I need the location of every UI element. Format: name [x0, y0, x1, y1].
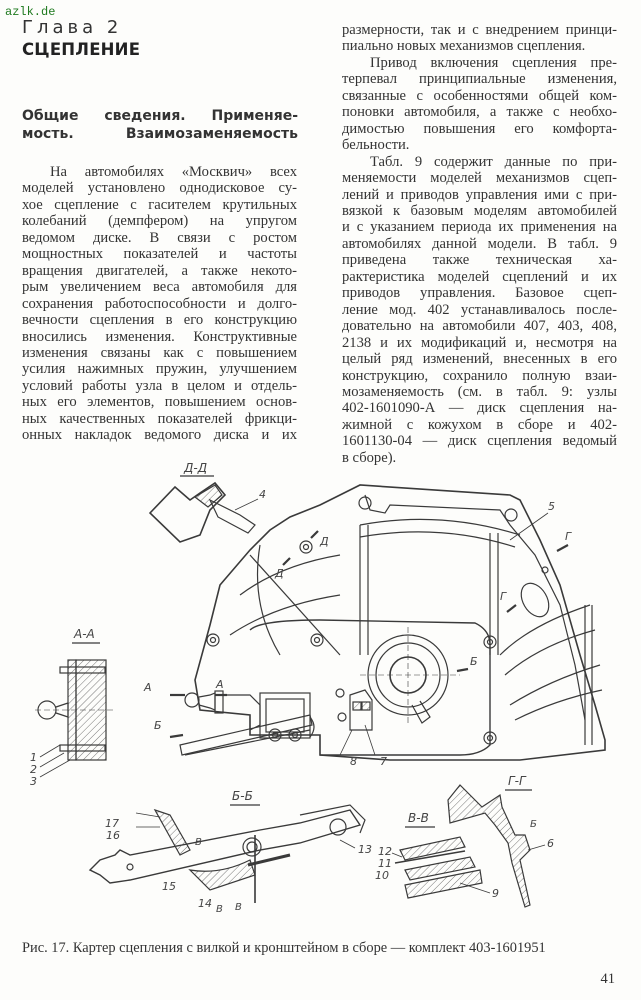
section-vv-detail — [375, 811, 499, 900]
text-line: конструкцию, сохранило полную взаи- — [342, 367, 617, 384]
page-number: 41 — [600, 971, 615, 987]
text-line: и с указанием периода их применения на — [342, 219, 617, 236]
text-line: приводов управления. Базовое сцеп- — [342, 285, 617, 302]
text-line: Привод включения сцепления пре- — [370, 54, 617, 71]
cut-mark-d: Д — [320, 535, 329, 548]
text-line: автомобилях данной модели. В табл. 9 — [342, 235, 617, 252]
cut-mark-d: Д — [275, 567, 284, 580]
watermark: azlk.de — [5, 5, 56, 19]
bolt-holes — [207, 541, 496, 744]
text-line: мозаменяемость (см. в табл. 9: узлы — [342, 383, 617, 400]
text-line: бельности. — [342, 137, 410, 154]
text-line: вязкой к базовым моделям автомобилей — [342, 202, 617, 219]
cut-mark-g: Г — [565, 530, 572, 543]
section-label-gg: Г-Г — [508, 774, 526, 788]
text-line: ведомом диске. В связи с ростом — [22, 229, 297, 246]
text-line: ление мод. 402 устанавливалось после- — [342, 301, 617, 318]
text-line: мощностных показателей и частоты — [22, 246, 297, 263]
callout-13: 13 — [358, 843, 372, 856]
text-line: меняемости моделей механизмов сцеп- — [342, 170, 617, 187]
text-line: лений и приводов управления ими с при- — [342, 186, 617, 203]
text-line: размерности, так и с внедрением принци- — [342, 22, 617, 38]
callout-2: 2 — [30, 763, 37, 776]
text-line: терпевал принципиальные изменения, — [342, 71, 617, 88]
cut-mark-b: Б — [470, 655, 478, 668]
text-line: 1601130-04 — диск сцепления ведомый — [342, 433, 617, 450]
text-line: онных накладок ведомого диска и их — [22, 427, 297, 444]
figure-caption: Рис. 17. Картер сцепления с вилкой и кронштейном в сборе — комплект 403-1601951 — [22, 940, 546, 956]
callout-14: 14 — [198, 897, 212, 910]
cut-mark-g: Г — [500, 590, 507, 603]
text-line: усилия нажимных пружин, улучшением — [22, 361, 297, 378]
chapter-label: Глава 2 — [22, 17, 123, 38]
callout-7: 7 — [380, 755, 387, 768]
cut-mark-v: В — [216, 904, 223, 915]
section-aa-detail — [30, 627, 115, 788]
text-line: вечности сцепления в его конструкцию — [22, 312, 297, 329]
callout-5: 5 — [548, 500, 555, 513]
cut-mark-b: Б — [530, 819, 537, 830]
text-line: Табл. 9 содержит данные по при- — [370, 153, 617, 170]
text-line: димостью повышения его комфорта- — [342, 120, 617, 137]
text-line: сохранения работоспособности и долго- — [22, 295, 297, 312]
left-column — [22, 164, 297, 444]
callout-8: 8 — [350, 755, 357, 768]
text-line: На автомобилях «Москвич» всех — [50, 164, 297, 180]
section-label-dd: Д-Д — [184, 461, 208, 475]
text-line: 2138 и их модификаций и, несмотря на — [342, 334, 617, 351]
section-title-line: мость. Взаимозаменяемость — [22, 126, 298, 142]
section-label-bb: Б-Б — [232, 789, 253, 803]
section-dd-detail — [150, 461, 266, 542]
text-line: условий работы узла в целом и отдель- — [22, 377, 297, 394]
callout-10: 10 — [375, 869, 389, 882]
text-line: жимной с кожухом в сборе и 402- — [342, 416, 617, 433]
text-line: вносились изменения. Конструктивные — [22, 328, 297, 345]
section-title — [22, 107, 298, 143]
text-line: связанные с особенностями общей ком- — [342, 87, 617, 104]
text-line: целый ряд изменений, внесенных в его — [342, 351, 617, 368]
callout-4: 4 — [259, 488, 266, 501]
callout-3: 3 — [30, 775, 37, 788]
callout-11: 11 — [378, 857, 392, 870]
text-line: 402-1601090-А — диск сцепления на- — [342, 400, 617, 417]
text-line: в сборе). — [342, 449, 397, 466]
callout-15: 15 — [162, 880, 176, 893]
section-title-line: Общие сведения. Применяе- — [22, 108, 298, 124]
text-line: моделей установлено однодисковое су- — [22, 180, 297, 197]
clutch-housing-main — [180, 485, 605, 760]
section-label-vv: В-В — [408, 811, 429, 825]
text-line: ных его элементов, повышением основ- — [22, 394, 297, 411]
cut-mark-b: Б — [154, 719, 162, 732]
section-bb-detail — [90, 789, 372, 915]
text-line: поновки автомобиля, а также с необхо- — [342, 104, 617, 121]
text-line: хое сцепление с гасителем крутильных — [22, 196, 297, 213]
text-line: пиально новых механизмов сцепления. — [342, 38, 586, 55]
cut-mark-a: А — [216, 678, 224, 691]
chapter-title: СЦЕПЛЕНИЕ — [22, 40, 141, 59]
text-line: приведена также техническая ха- — [342, 252, 617, 269]
clutch-housing-drawing — [20, 455, 620, 925]
callout-9: 9 — [492, 887, 499, 900]
text-line: ных качественных показателей фрикци- — [22, 410, 297, 427]
text-line: рактеристика моделей сцеплений и их — [342, 268, 617, 285]
right-column — [342, 22, 617, 466]
cut-mark-a: А — [144, 681, 152, 694]
section-label-aa: А-А — [74, 627, 95, 641]
text-line: изменения связаны как с повышением — [22, 344, 297, 361]
callout-16: 16 — [106, 829, 120, 842]
text-line: рым увеличением веса автомобиля для — [22, 279, 297, 296]
cut-mark-v: В — [235, 902, 242, 913]
cut-mark-v: В — [195, 837, 202, 848]
callout-6: 6 — [547, 837, 554, 850]
text-line: вращения двигателей, а также некото- — [22, 262, 297, 279]
callout-17: 17 — [105, 817, 119, 830]
text-line: колебаний (демпфером) на упругом — [22, 213, 297, 230]
text-line: довательно на автомобили 407, 403, 408, — [342, 318, 617, 335]
callout-1: 1 — [30, 751, 37, 764]
callout-12: 12 — [378, 845, 392, 858]
